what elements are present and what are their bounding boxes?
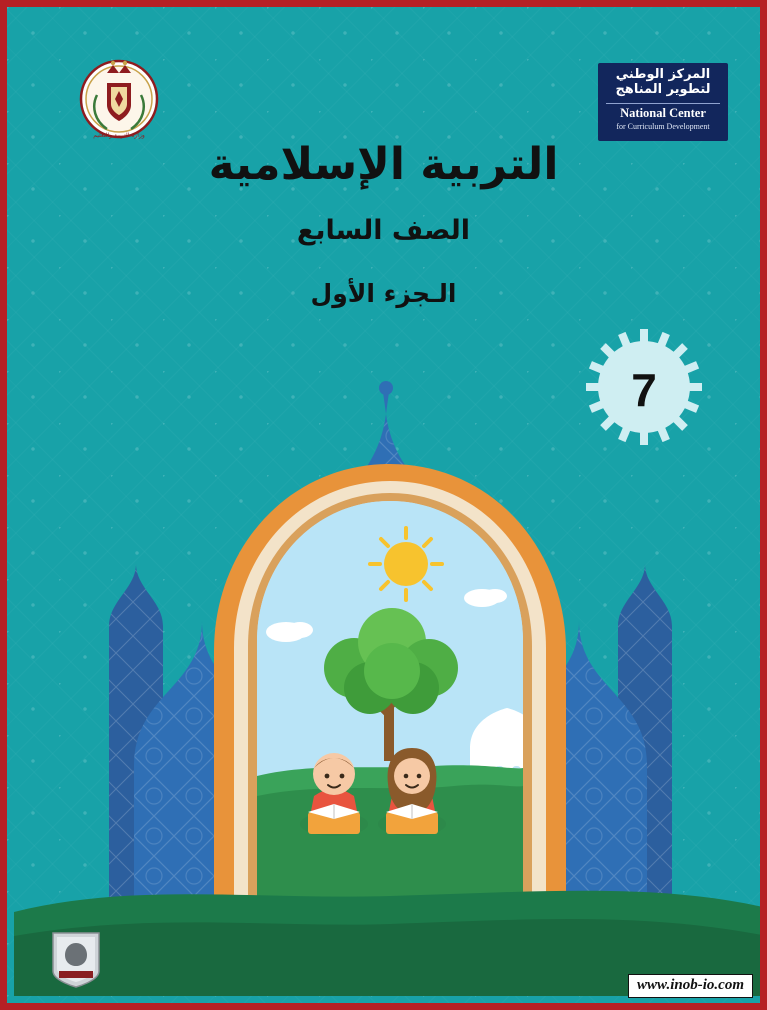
part-label: الـجزء الأول bbox=[310, 279, 457, 308]
falcon-badge bbox=[47, 927, 105, 989]
cover-background bbox=[7, 7, 760, 1003]
grade-number: 7 bbox=[631, 364, 657, 416]
ncd-english-line1: National Center bbox=[620, 106, 706, 120]
ministry-of-education-logo bbox=[63, 51, 175, 151]
ncd-english-line2: for Curriculum Development bbox=[616, 122, 710, 131]
ncd-arabic-name: المركز الوطني لتطوير المناهج bbox=[615, 67, 711, 97]
book-title: التربية الإسلامية bbox=[208, 139, 559, 190]
svg-text:وزارة التربية والتعليم: وزارة التربية والتعليم bbox=[93, 132, 145, 139]
sun-icon bbox=[370, 528, 442, 600]
national-center-logo bbox=[598, 63, 728, 141]
grade-label: الصف السابع bbox=[296, 215, 471, 246]
ncd-divider bbox=[606, 103, 720, 104]
watermark-url: www.inob-io.com bbox=[628, 974, 753, 998]
grade-number-badge bbox=[582, 325, 706, 449]
